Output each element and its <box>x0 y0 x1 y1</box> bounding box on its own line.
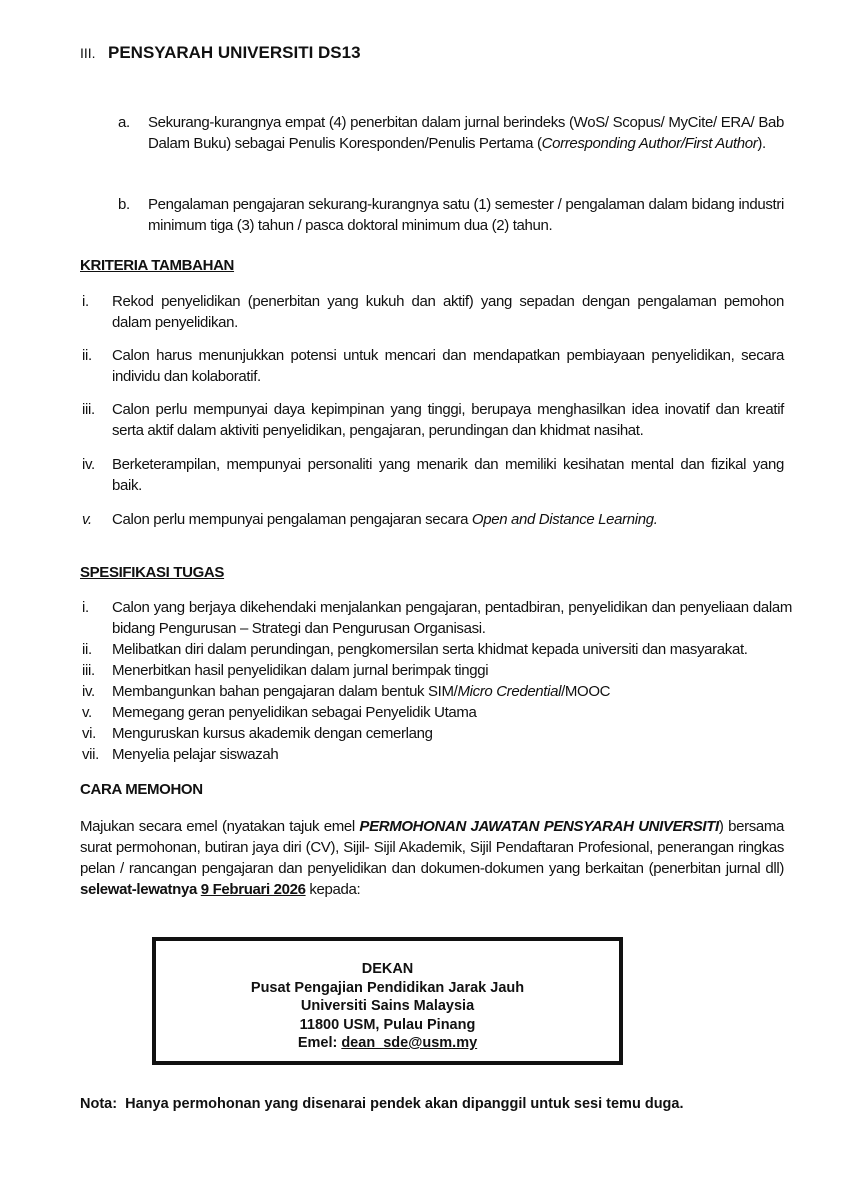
item-label: iv. <box>82 683 95 700</box>
item-label: i. <box>82 599 89 616</box>
spesifikasi-item-text: Membangunkan bahan pengajaran dalam bentuk SIM/ <box>112 683 458 700</box>
address-box <box>152 937 623 1065</box>
section-title <box>80 43 361 63</box>
spesifikasi-item <box>112 681 610 702</box>
cara-text: kepada: <box>305 881 361 898</box>
requirement-a-after: ). <box>757 135 766 152</box>
spesifikasi-item: Menerbitkan hasil penyelidikan dalam jurnal berimpak tinggi <box>112 662 489 679</box>
address-line-email <box>156 1034 619 1053</box>
item-label: iii. <box>82 401 95 418</box>
kriteria-item: Calon harus menunjukkan potensi untuk mencari dan mendapatkan pembiayaan penyelidikan, secara individu dan kolaboratif. <box>112 347 784 385</box>
item-label: ii. <box>82 641 92 658</box>
spesifikasi-item: Melibatkan diri dalam perundingan, pengkomersilan serta khidmat kepada universiti dan masyarakat. <box>112 641 748 658</box>
email-subject: PERMOHONAN JAWATAN PENSYARAH UNIVERSITI <box>359 818 719 835</box>
spesifikasi-item: Calon yang berjaya dikehendaki menjalankan pengajaran, pentadbiran, penyelidikan dan penyeliaan dalam bidang Pengurusan – Strategi dan Pengurusan Organisasi. <box>112 599 792 637</box>
section-title-text: PENSYARAH UNIVERSITI DS13 <box>108 43 361 62</box>
kriteria-heading: KRITERIA TAMBAHAN <box>80 257 235 274</box>
spesifikasi-heading: SPESIFIKASI TUGAS <box>80 564 225 581</box>
item-label: vi. <box>82 725 96 742</box>
email-link[interactable]: dean_sde@usm.my <box>341 1035 478 1051</box>
spesifikasi-item-after: /MOOC <box>561 683 611 700</box>
requirement-a <box>148 112 784 154</box>
requirement-b: Pengalaman pengajaran sekurang-kurangnya satu (1) semester / pengalaman dalam bidang industri minimum tiga (3) tahun / pasca doktoral minimum dua (2) tahun. <box>148 196 784 234</box>
note-label: Nota: <box>80 1096 118 1112</box>
kriteria-item-italic: Open and Distance Learning. <box>471 511 658 528</box>
item-label: vii. <box>82 746 99 763</box>
spesifikasi-item: Menguruskan kursus akademik dengan cemerlang <box>112 725 433 742</box>
kriteria-item: Berketerampilan, mempunyai personaliti yang menarik dan memiliki kesihatan mental dan fizikal yang baik. <box>112 456 784 494</box>
kriteria-item <box>112 509 784 530</box>
note <box>80 1096 684 1112</box>
spesifikasi-item-italic: Micro Credential <box>457 683 562 700</box>
kriteria-item-text: Calon perlu mempunyai pengalaman pengajaran secara <box>112 511 472 528</box>
item-label: b. <box>118 196 130 213</box>
requirement-a-text: Sekurang-kurangnya empat (4) penerbitan dalam jurnal berindeks (WoS/ Scopus/ MyCite/ ERA/ Bab Dalam Buku) sebagai Penulis Koresponden/Penulis Pertama ( <box>148 114 784 152</box>
address-line-school: Pusat Pengajian Pendidikan Jarak Jauh <box>250 979 525 996</box>
note-text: Hanya permohonan yang disenarai pendek akan dipanggil untuk sesi temu duga. <box>125 1096 684 1112</box>
item-label: v. <box>82 511 92 528</box>
item-label: v. <box>82 704 92 721</box>
address-line-university: Universiti Sains Malaysia <box>300 998 475 1014</box>
address-line-postcode: 11800 USM, Pulau Pinang <box>299 1016 476 1033</box>
spesifikasi-item: Menyelia pelajar siswazah <box>112 746 279 763</box>
item-label: i. <box>82 293 89 310</box>
deadline-prefix: selewat-lewatnya <box>80 881 201 898</box>
email-label: Emel: <box>297 1035 342 1051</box>
item-label: iv. <box>82 456 95 473</box>
kriteria-item: Calon perlu mempunyai daya kepimpinan yang tinggi, berupaya menghasilkan idea inovatif dan kreatif serta aktif dalam aktiviti penyelidikan, pengajaran, perundingan dan khidmat nasihat. <box>112 401 784 439</box>
item-label: iii. <box>82 662 95 679</box>
spesifikasi-item: Memegang geran penyelidikan sebagai Penyelidik Utama <box>112 704 477 721</box>
cara-heading: CARA MEMOHON <box>80 781 203 798</box>
kriteria-item: Rekod penyelidikan (penerbitan yang kukuh dan aktif) yang sepadan dengan pengalaman pemohon dalam penyelidikan. <box>112 293 784 331</box>
cara-text: Majukan secara emel (nyatakan tajuk emel <box>80 818 360 835</box>
cara-paragraph <box>80 816 784 900</box>
requirement-a-italic: Corresponding Author/First Author <box>541 135 758 152</box>
cara-text: ) bersama surat permohonan, butiran jaya diri (CV), Sijil- Sijil Akademik, Sijil Pendaftaran Profesional, penerangan ringkas pelan / rancangan pengajaran dan penyelidikan dan dokumen-dokumen yang berkaitan (penerbitan jurnal dll) <box>80 818 784 877</box>
address-line-title: DEKAN <box>361 961 414 977</box>
item-label: ii. <box>82 347 92 364</box>
item-label: a. <box>118 114 130 131</box>
deadline-date: 9 Februari 2026 <box>200 881 306 898</box>
section-numeral: III. <box>80 45 96 61</box>
